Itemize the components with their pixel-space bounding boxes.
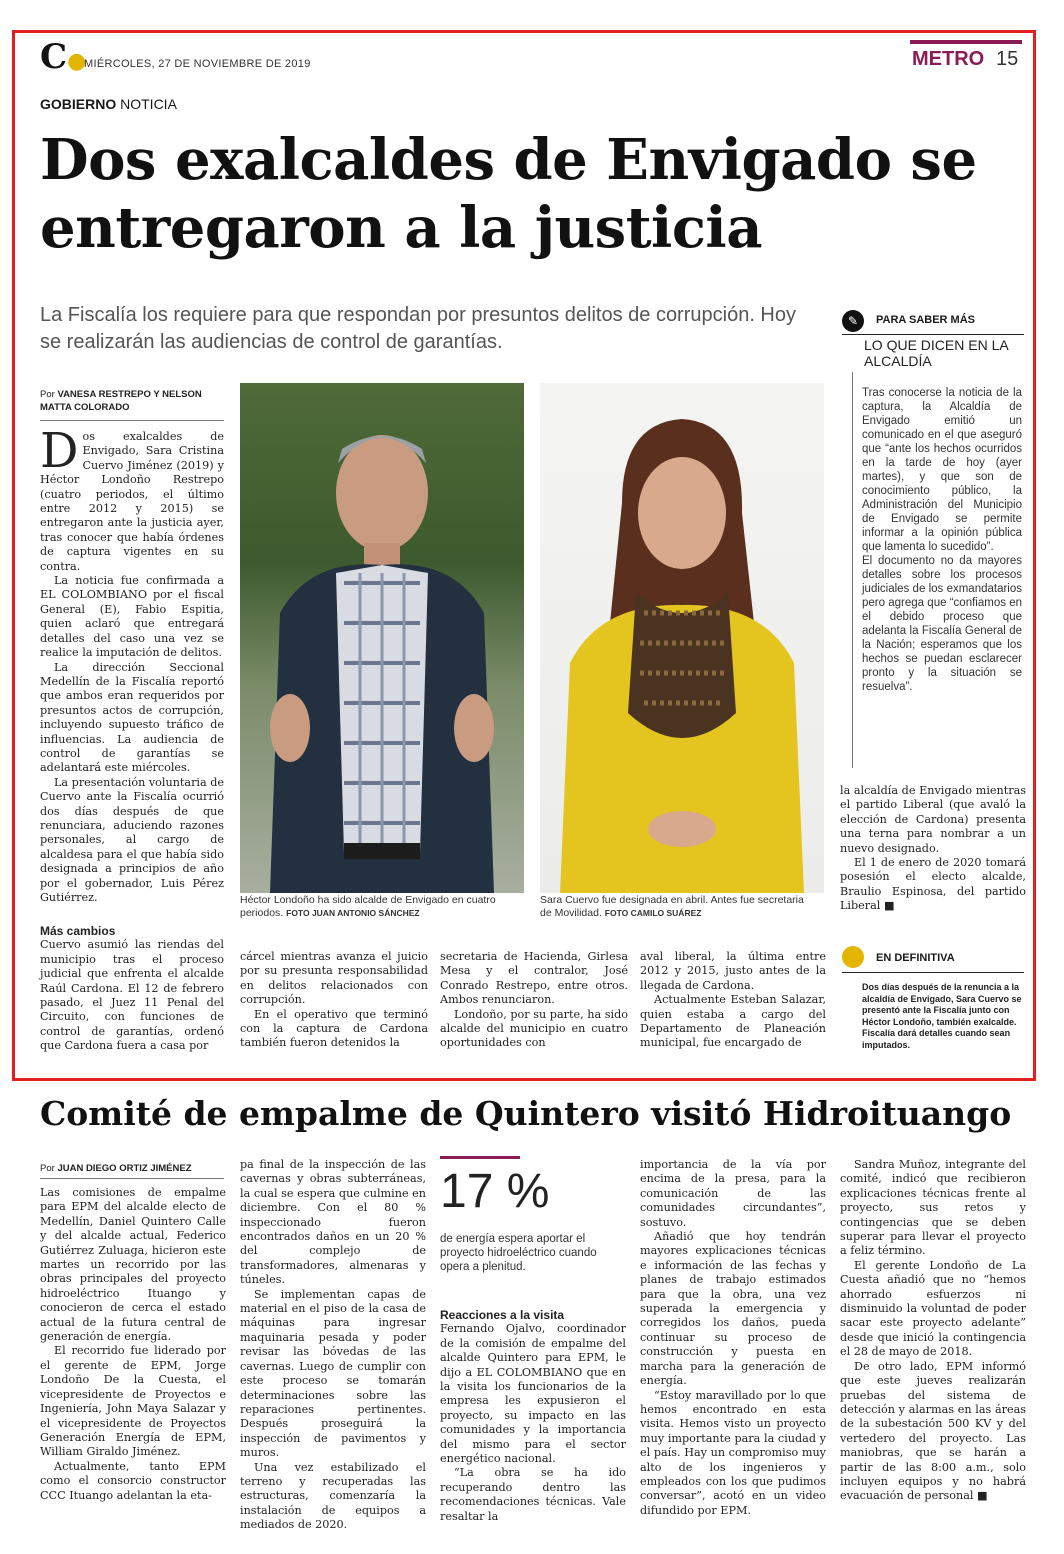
paragraph-6: cárcel mientras avanza el juicio por su presunta responsabilidad en delitos relacionados con corrupción.	[240, 950, 428, 1007]
a2-paragraph-1: Las comisiones de empalme para EPM del alcalde electo de Medellín, Daniel Quintero Calle y del alcalde actual, Federico Gutiérrez Zuluaga, hicieron este martes un recorrido por las obras principales del proyecto hidroeléctrico Ituango y conocieron de cerca el estado actual de la futura central de generación de energía.	[40, 1186, 226, 1344]
byline-2: Por JUAN DIEGO ORTIZ JIMÉNEZ	[40, 1163, 192, 1174]
a2-paragraph-10: Añadió que hoy tendrán mayores explicaciones técnicas e información de las fechas y planes de trabajo estimados para que la obra, una vez superada la emergencia y corregidos los daños, pueda continuar su proceso de construcción y puesta en marcha para la generación de energía.	[640, 1230, 826, 1388]
headline: Dos exalcaldes de Envigado se entregaron a la justicia	[40, 127, 977, 261]
column-4b	[640, 950, 826, 1051]
paragraph-8: secretaria de Hacienda, Girlesa Mesa y el contralor, José Conrado Restrepo, entre otros. Ambos renunciaron.	[440, 950, 628, 1007]
article2-column-5	[840, 1158, 1026, 1504]
byline-prefix: Por	[40, 389, 55, 400]
paragraph-3: La dirección Seccional Medellín de la Fiscalía reportó que ambos eran requeridos por presuntos actos de corrupción, incluyendo supuesto tráfico de influencias. La audiencia de control de garantías se adelantará este miércoles.	[40, 660, 224, 775]
stat-bar	[440, 1156, 520, 1159]
sidebar-text-2: El documento no da mayores detalles sobre los procesos judiciales de los exmandatarios pero agrega que “confiamos en el debido proceso que adelanta la Fiscalía General de la Nación; esperamos que los hechos se puedan esclarecer pronto y la situación se resuelva”.	[862, 555, 1022, 693]
kicker-bold: GOBIERNO	[40, 96, 117, 112]
a2-paragraph-13: El gerente Londoño de La Cuesta añadió que no “hemos ahorrado esfuerzos ni disminuido la voluntad de poder sacar este proyecto adelante” desde que inició la contingencia el 28 de mayo de 2018.	[840, 1258, 1026, 1359]
paragraph-9: Londoño, por su parte, ha sido alcalde del municipio en cuatro oportunidades con	[440, 1007, 628, 1050]
byline-2-rule	[40, 1178, 224, 1179]
column-1	[40, 423, 225, 905]
a2-paragraph-5: Se implementan capas de material en el piso de la casa de máquinas para ingresar maquinaria pesada y poder revisar las bóvedas de las cavernas. Luego de cumplir con este proceso se tomarán determinaciones sobre las reparaciones pertinentes. Después proseguirá la inspección de pavimentos y muros.	[240, 1287, 426, 1460]
a2-paragraph-4: pa final de la inspección de las cavernas y obras subterráneas, la cual se espera que culmine en diciembre. Con el 80 % inspeccionado fueron encontrados daños en un 20 % del complejo de transformadores, almenaras y túneles.	[240, 1158, 426, 1287]
summary-title: EN DEFINITIVA	[876, 952, 955, 964]
byline-rule	[40, 420, 224, 421]
page-number: 15	[996, 48, 1019, 70]
a2-paragraph-6: Una vez estabilizado el terreno y recuperadas las estructuras, comenzaría la instalación de equipos a mediados de 2020.	[240, 1460, 426, 1532]
paragraph-1: Dos exalcaldes de Envigado, Sara Cristina Cuervo Jiménez (2019) y Héctor Londoño Restrepo (cuatro periodos, el último entre 2012 y 2015) se entregaron ante la justicia ayer, tras conocer que había órdenes de captura vigentes en su contra.	[40, 423, 224, 573]
column-2b	[240, 950, 428, 1051]
column-1b	[40, 922, 224, 1054]
sidebar-title: PARA SABER MÁS	[876, 314, 976, 326]
dropcap: D	[40, 423, 79, 479]
subhead: Más cambios	[40, 924, 116, 938]
article2-column-2	[240, 1158, 426, 1533]
section-bar	[910, 40, 1022, 44]
caption-2: Sara Cuervo fue designada en abril. Antes fue secretaria de Movilidad. FOTO CAMILO SUÁREZ	[540, 894, 804, 919]
dek: La Fiscalía los requiere para que respondan por presuntos delitos de corrupción. Hoy se realizarán las audiencias de control de garantías.	[40, 304, 796, 353]
paragraph-10: aval liberal, la última entre 2012 y 2015, justo antes de la llegada de Cardona.	[640, 950, 826, 992]
a2-paragraph-9: importancia de la vía por encima de la presa, para la comunicación de las comunidades circundantes”, sostuvo.	[640, 1158, 826, 1229]
a2-paragraph-8: “La obra se ha ido recuperando dentro las recomendaciones técnicas. Vale resaltar la	[440, 1466, 626, 1523]
stat-value: 17 %	[440, 1165, 550, 1218]
sidebar-text	[862, 386, 1022, 694]
paragraph-4: La presentación voluntaria de Cuervo ante la Fiscalía ocurrió dos días después de que renunciara, aduciendo razones personales, al cargo de alcaldesa para el que había sido designada a principios de año por el gobernador, Luis Pérez Gutiérrez.	[40, 775, 225, 904]
paragraph-13: El 1 de enero de 2020 tomará posesión el electo alcalde, Braulio Espinosa, del partido Liberal ■	[840, 856, 1026, 913]
newspaper-logo: C●	[40, 37, 87, 77]
kicker	[40, 96, 177, 112]
summary-rule	[842, 972, 1024, 973]
caption-1: Héctor Londoño ha sido alcalde de Envigado en cuatro periodos. FOTO JUAN ANTONIO SÁNCHEZ	[240, 894, 496, 919]
paragraph-12: la alcaldía de Envigado mientras el partido Liberal (que avaló la elección de Cardona) presenta una terna para nombrar a un nuevo designado.	[840, 784, 1026, 855]
section-name: METRO	[912, 48, 985, 70]
photo-credit-2: FOTO CAMILO SUÁREZ	[604, 908, 702, 918]
column-5	[840, 784, 1026, 914]
dice-icon	[842, 946, 864, 968]
kicker-rest: NOTICIA	[120, 96, 177, 112]
paragraph-11: Actualmente Esteban Salazar, quien estaba a cargo del Departamento de Planeación municipal, fue encargado de	[640, 993, 826, 1050]
byline-names: VANESA RESTREPO Y NELSON MATTA COLORADO	[40, 389, 202, 413]
pin-icon: ✎	[842, 310, 864, 332]
article2-column-4	[640, 1158, 826, 1518]
sidebar-rule	[842, 334, 1024, 335]
byline	[40, 388, 228, 414]
sidebar-subtitle: LO QUE DICEN EN LA ALCALDÍA	[864, 337, 1008, 369]
issue-date: MIÉRCOLES, 27 DE NOVIEMBRE DE 2019	[84, 58, 311, 70]
a2-paragraph-14: De otro lado, EPM informó que este jueves realizarán pruebas del sistema de detección y alarmas en las áreas de la subestación 500 KV y del vertedero del proyecto. Las maniobras, que se harán a partir de las 8:00 a.m., solo incluyen equipos y no habrá evacuación de personal ■	[840, 1359, 1026, 1503]
a2-paragraph-12: Sandra Muñoz, integrante del comité, indicó que recibieron explicaciones técnicas frente al proyecto, sus retos y contingencias que se deben superar para llevar el proyecto a feliz término.	[840, 1158, 1026, 1258]
stat-text: de energía espera aportar el proyecto hidroeléctrico cuando opera a plenitud.	[440, 1233, 597, 1273]
sidebar-text-1: Tras conocerse la noticia de la captura, la Alcaldía de Envigado emitió un comunicado en el que aseguró que “ante los hechos ocurridos en la tarde de hoy (ayer martes), y que son de conocimiento público, la Administración del Municipio de Envigado se permite informar a la opinión pública que lamenta lo sucedido”.	[862, 387, 1022, 553]
sidebar-vrule	[852, 372, 853, 768]
column-3b	[440, 950, 628, 1051]
a2-paragraph-7: Fernando Ojalvo, coordinador de la comisión de empalme del alcalde Quintero para EPM, le dijo a EL COLOMBIANO que en la visita los funcionarios de la empresa les expusieron el proyecto, su impacto en las comunidades y la importancia del mismo para el sector energético nacional.	[440, 1322, 626, 1466]
a2-paragraph-2: El recorrido fue liderado por el gerente de EPM, Jorge Londoño De la Cuesta, el vicepresidente de Proyectos e Ingeniería, John Maya Salazar y el vicepresidente de Proyectos Generación Energía de EPM, William Giraldo Jiménez.	[40, 1344, 226, 1459]
article2-column-1	[40, 1186, 226, 1503]
a2-subhead: Reacciones a la visita	[440, 1308, 565, 1322]
paragraph-2: La noticia fue confirmada a EL COLOMBIANO por el fiscal General (E), Fabio Espitia, quien aclaró que entregará detalles del caso una vez se realice la imputación de delitos.	[40, 574, 224, 660]
photo-credit-1: FOTO JUAN ANTONIO SÁNCHEZ	[286, 908, 420, 918]
a2-paragraph-11: “Estoy maravillado por lo que hemos encontrado en esta visita. Hemos visto un proyecto muy importante para la ciudad y el país. Hay un compromiso muy alto de los ingenieros y empleados con los que pudimos conversar”, acotó en un video difundido por EPM.	[640, 1388, 826, 1517]
paragraph-5: Cuervo asumió las riendas del municipio tras el proceso judicial que enfrenta el alcalde Raúl Cardona. El 12 de febrero pasado, el Juez 11 Penal del Circuito, con funciones de control de garantías, ordenó que Cardona fuera a casa por	[40, 938, 224, 1053]
article2-column-3	[440, 1306, 626, 1524]
paragraph-7: En el operativo que terminó con la captura de Cardona también fueron detenidos la	[240, 1007, 428, 1050]
photo-sara-cuervo	[540, 383, 824, 893]
photo-hector-londono	[240, 383, 524, 893]
byline-2-names: JUAN DIEGO ORTIZ JIMÉNEZ	[57, 1163, 192, 1174]
a2-paragraph-3: Actualmente, tanto EPM como el consorcio constructor CCC Ituango adelantan la eta-	[40, 1459, 226, 1502]
summary-text: Dos días después de la renuncia a la alcaldía de Envigado, Sara Cuervo se presentó ante la Fiscalía junto con Héctor Londoño, también exalcalde. Fiscalía dará detalles cuando sean imputados.	[862, 982, 1022, 1050]
headline-2: Comité de empalme de Quintero visitó Hidroituango	[40, 1094, 1012, 1133]
